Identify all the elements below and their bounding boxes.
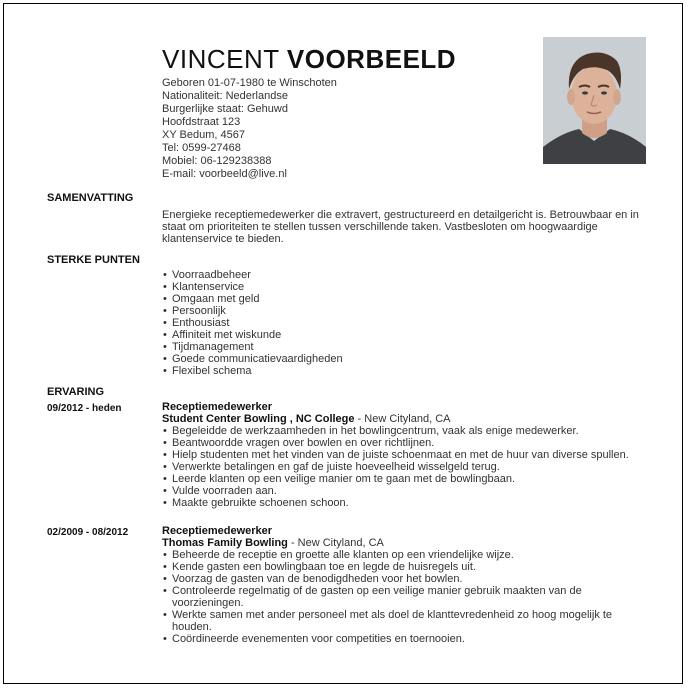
nationality-line: Nationaliteit: Nederlandse: [162, 90, 288, 102]
phone-line: Tel: 0599-27468: [162, 142, 241, 154]
resume-page: [3, 3, 683, 684]
list-item: • Goede communicatievaardigheden: [162, 353, 652, 365]
list-item: • Affiniteit met wiskunde: [162, 329, 652, 341]
birth-line: Geboren 01-07-1980 te Winschoten: [162, 77, 337, 89]
list-item: • Klantenservice: [162, 281, 652, 293]
list-item: • Verwerkte betalingen en gaf de juiste hoeveelheid wisselgeld terug.: [162, 461, 652, 473]
profile-photo: [543, 37, 646, 164]
mobile-line: Mobiel: 06-129238388: [162, 155, 272, 167]
job-1-employer: [162, 413, 652, 425]
list-item: • Beheerde de receptie en groette alle klanten op een vriendelijke wijze.: [162, 549, 652, 561]
summary-paragraph: Energieke receptiemedewerker die extravert, gestructureerd en detailgericht is. Betrouwbaar en in staat om prioriteiten te stellen tussen verschillende taken. Vastbesloten om hoogwaardige klantenservice te bieden.: [162, 209, 639, 245]
job-1-location: - New Cityland, CA: [354, 413, 451, 425]
job-2-dates: 02/2009 - 08/2012: [47, 527, 129, 538]
street-line: Hoofdstraat 123: [162, 116, 241, 128]
list-item: • Omgaan met geld: [162, 293, 652, 305]
list-item: • Controleerde regelmatig of de gasten op een veilige manier gebruik maakten van de voorzieningen.: [162, 585, 652, 609]
job-1-title: Receptiemedewerker: [162, 401, 273, 413]
email-line: E-mail: voorbeeld@live.nl: [162, 168, 287, 180]
job-1-dates: 09/2012 - heden: [47, 403, 122, 414]
list-item: • Maakte gebruikte schoenen schoon.: [162, 497, 652, 509]
job-2-company: Thomas Family Bowling: [162, 537, 288, 549]
list-item: • Begeleidde de werkzaamheden in het bowlingcentrum, vaak als enige medewerker.: [162, 425, 652, 437]
list-item: • Vulde voorraden aan.: [162, 485, 652, 497]
list-item: • Hielp studenten met het vinden van de juiste schoenmaat en met de huur van diverse spullen.: [162, 449, 652, 461]
city-line: XY Bedum, 4567: [162, 129, 245, 141]
strengths-heading: STERKE PUNTEN: [47, 254, 140, 266]
job-2: [162, 525, 652, 645]
list-item: • Persoonlijk: [162, 305, 652, 317]
last-name: VOORBEELD: [286, 44, 457, 74]
list-item: • Enthousiast: [162, 317, 652, 329]
list-item: • Werkte samen met ander personeel met als doel de klanttevredenheid zo hoog mogelijk te houden.: [162, 609, 652, 633]
candidate-name: [162, 44, 456, 75]
job-1-company: Student Center Bowling , NC College: [162, 413, 355, 425]
job-2-title: Receptiemedewerker: [162, 525, 273, 537]
summary-text: [162, 209, 652, 245]
job-2-employer: [162, 537, 652, 549]
list-item: • Beantwoordde vragen over bowlen en over richtlijnen.: [162, 437, 652, 449]
list-item: • Kende gasten een bowlingbaan toe en legde de huisregels uit.: [162, 561, 652, 573]
list-item: • Voorraadbeheer: [162, 269, 652, 281]
contact-info: [162, 77, 337, 181]
first-name: VINCENT: [162, 44, 280, 74]
list-item: • Flexibel schema: [162, 365, 652, 377]
list-item: • Leerde klanten op een veilige manier om te gaan met de bowlingbaan.: [162, 473, 652, 485]
strengths-list: [162, 269, 652, 377]
job-1: [162, 401, 652, 509]
marital-status-line: Burgerlijke staat: Gehuwd: [162, 103, 288, 115]
list-item: • Tijdmanagement: [162, 341, 652, 353]
experience-heading: ERVARING: [47, 386, 105, 398]
list-item: • Voorzag de gasten van de benodigdheden voor het bowlen.: [162, 573, 652, 585]
job-2-location: - New Cityland, CA: [287, 537, 384, 549]
summary-heading: SAMENVATTING: [47, 192, 134, 204]
list-item: • Coördineerde evenementen voor competities en toernooien.: [162, 633, 652, 645]
